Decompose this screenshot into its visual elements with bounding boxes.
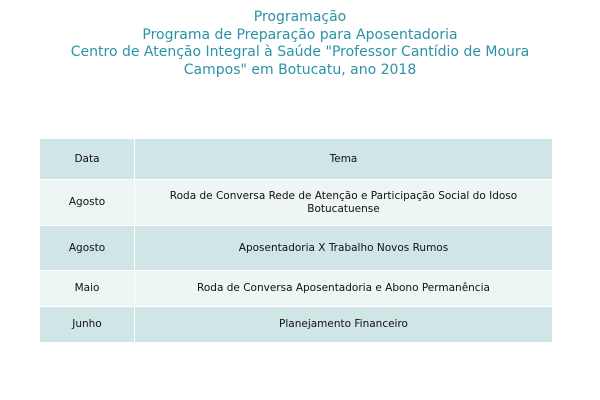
- row-date: Agosto: [40, 225, 135, 271]
- page-title: Programação: [253, 9, 347, 25]
- row-date: Junho: [40, 307, 135, 343]
- row-date: Agosto: [40, 180, 135, 226]
- program-title: Programa de Preparação para Aposentadoria: [142, 26, 458, 43]
- row-date: Maio: [40, 271, 135, 307]
- table-header-row: [40, 139, 552, 180]
- row-theme: Aposentadoria X Trabalho Novos Rumos: [135, 225, 553, 271]
- institution-line-1: Centro de Atenção Integral à Saúde "Professor Cantídio de Moura: [70, 44, 530, 60]
- column-header-data: Data: [40, 139, 135, 180]
- schedule-table: [40, 138, 552, 343]
- institution-line-2: Campos" em Botucatu, ano 2018: [183, 61, 417, 78]
- document-header: [0, 9, 600, 79]
- column-header-tema: Tema: [135, 139, 553, 180]
- schedule-table-container: [40, 138, 552, 343]
- table-row: [40, 180, 552, 226]
- row-theme: Roda de Conversa Aposentadoria e Abono Permanência: [135, 271, 553, 307]
- row-theme: Planejamento Financeiro: [135, 307, 553, 343]
- row-theme: Roda de Conversa Rede de Atenção e Participação Social do Idoso Botucatuense: [135, 180, 553, 226]
- table-row: [40, 307, 552, 343]
- table-row: [40, 225, 552, 271]
- table-row: [40, 271, 552, 307]
